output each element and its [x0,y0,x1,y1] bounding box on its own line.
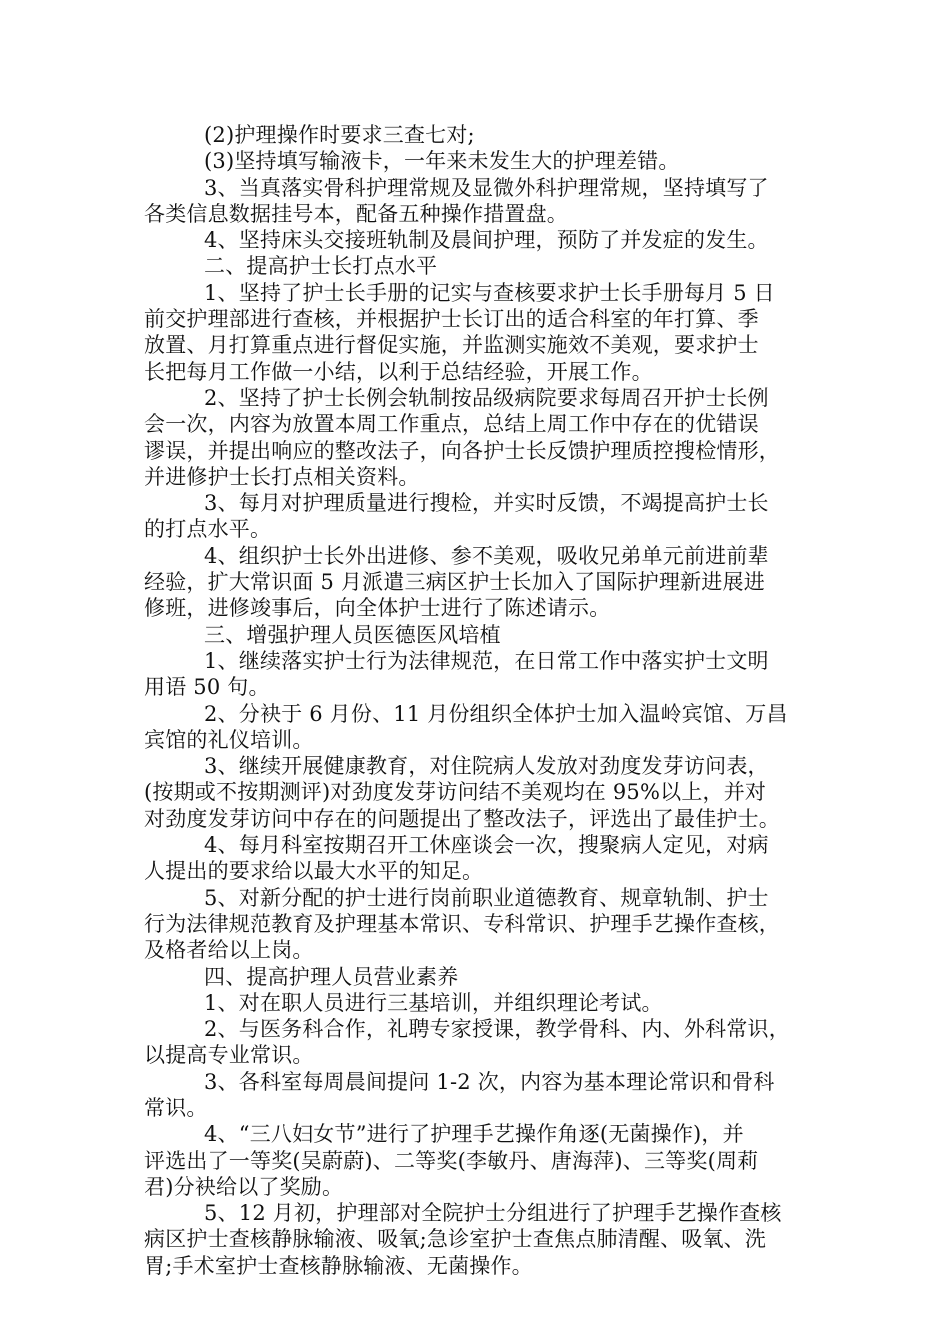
paragraph [144,1016,820,1069]
text-line: (2)护理操作时要求三查七对; [204,123,475,147]
text-line: 胃;手术室护士查核静脉输液、无菌操作。 [144,1253,533,1278]
text-line: 二、提高护士长打点水平 [204,254,438,279]
text-line: 4、坚持床头交接班轨制及晨间护理，预防了并发症的发生。 [204,228,769,253]
text-line: 宾馆的礼仪培训。 [144,727,314,752]
paragraph [144,648,820,701]
document-body [144,122,820,1279]
text-line: 以提高专业常识。 [144,1043,314,1068]
text-line: 2、与医务科合作，礼聘专家授课，教学骨科、内、外科常识， [204,1017,790,1042]
text-line: 行为法律规范教育及护理基本常识、专科常识、护理手艺操作查核， [144,911,780,936]
paragraph [144,990,820,1016]
text-line: 3、当真落实骨科护理常规及显微外科护理常规，坚持填写了 [204,175,769,200]
paragraph [144,490,820,543]
text-line: 长把每月工作做一小结，以利于总结经验，开展工作。 [144,359,653,384]
paragraph [144,622,820,648]
text-line: 三、增强护理人员医德医风培植 [204,622,501,647]
text-line: 各类信息数据挂号本，配备五种操作措置盘。 [144,201,568,226]
paragraph [144,964,820,990]
text-line: 2、坚持了护士长例会轨制按品级病院要求每周召开护士长例 [204,385,769,410]
paragraph [144,122,820,148]
text-line: 四、提高护理人员营业素养 [204,964,459,989]
text-line: (3)坚持填写输液卡，一年来未发生大的护理差错。 [204,149,680,174]
text-line: 前交护理部进行查核，并根据护士长订出的适合科室的年打算、季 [144,307,759,332]
text-line: 4、组织护士长外出进修、参不美观，吸收兄弟单元前进前辈 [204,543,769,568]
text-line: 3、继续开展健康教育，对住院病人发放对劲度发芽访问表， [204,754,769,779]
text-line: 谬误，并提出响应的整改法子，向各护士长反馈护理质控搜检情形， [144,438,780,463]
paragraph [144,175,820,228]
text-line: 5、12 月初，护理部对全院护士分组进行了护理手艺操作查核 [204,1201,782,1226]
text-line: (按期或不按期测评)对劲度发芽访问结不美观均在 95%以上，并对 [144,780,767,805]
text-line: 修班，进修竣事后，向全体护士进行了陈述请示。 [144,596,611,621]
paragraph [144,253,820,279]
text-line: 5、对新分配的护士进行岗前职业道德教育、规章轨制、护士 [204,885,769,910]
paragraph [144,543,820,622]
paragraph [144,701,820,754]
paragraph [144,227,820,253]
text-line: 经验，扩大常识面 5 月派遣三病区护士长加入了国际护理新进展进 [144,570,765,595]
text-line: 对劲度发芽访问中存在的问题提出了整改法子，评选出了最佳护士。 [144,806,780,831]
text-line: 用语 50 句。 [144,675,270,700]
text-line: 1、坚持了护士长手册的记实与查核要求护士长手册每月 5 日 [204,280,775,305]
text-line: 人提出的要求给以最大水平的知足。 [144,859,484,884]
text-line: 并进修护士长打点相关资料。 [144,464,420,489]
paragraph [144,832,820,885]
text-line: 及格者给以上岗。 [144,938,314,963]
text-line: 1、对在职人员进行三基培训，并组织理论考试。 [204,990,663,1015]
text-line: 的打点水平。 [144,517,272,542]
text-line: 2、分袂于 6 月份、11 月份组织全体护士加入温岭宾馆、万昌 [204,701,788,726]
paragraph [144,1069,820,1122]
text-line: 3、每月对护理质量进行搜检，并实时反馈，不竭提高护士长 [204,491,769,516]
text-line: 会一次，内容为放置本周工作重点，总结上周工作中存在的优错误 [144,412,759,437]
paragraph [144,885,820,964]
text-line: 放置、月打算重点进行督促实施，并监测实施效不美观，要求护士 [144,333,759,358]
paragraph [144,1121,820,1200]
text-line: 评选出了一等奖(吴蔚蔚)、二等奖(李敏丹、唐海萍)、三等奖(周莉 [144,1148,759,1173]
text-line: 4、每月科室按期召开工休座谈会一次，搜聚病人定见，对病 [204,833,769,858]
text-line: 君)分袂给以了奖励。 [144,1174,344,1199]
text-line: 常识。 [144,1095,208,1120]
paragraph [144,385,820,490]
paragraph [144,280,820,385]
text-line: 4、“三八妇女节”进行了护理手艺操作角逐(无菌操作)，并 [204,1122,744,1147]
paragraph [144,1200,820,1279]
text-line: 3、各科室每周晨间提问 1-2 次，内容为基本理论常识和骨科 [204,1069,775,1094]
text-line: 1、继续落实护士行为法律规范，在日常工作中落实护士文明 [204,648,769,673]
paragraph [144,148,820,174]
paragraph [144,753,820,832]
text-line: 病区护士查核静脉输液、吸氧;急诊室护士查焦点肺清醒、吸氧、洗 [144,1227,767,1252]
